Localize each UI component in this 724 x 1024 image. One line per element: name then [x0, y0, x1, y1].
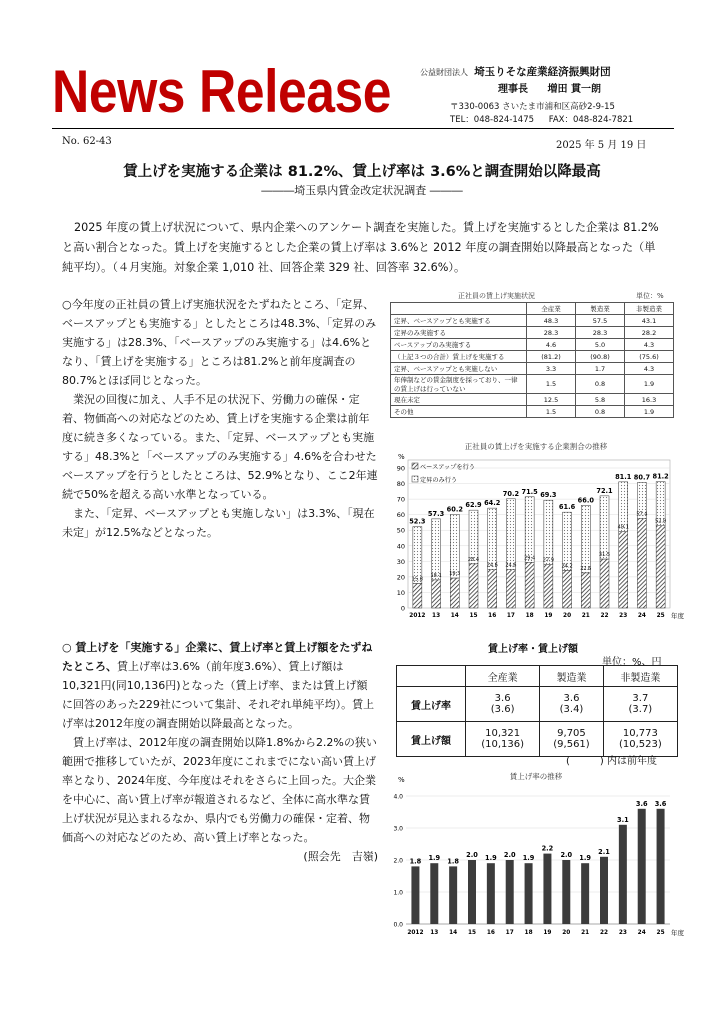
wage-rate-chart	[386, 770, 686, 944]
chart2-bar	[657, 809, 665, 924]
table2-value-cell	[540, 687, 603, 722]
chart1-bar-teishou	[581, 505, 590, 573]
chart1-bar-teishou	[563, 512, 572, 570]
chair-title: 理事長	[498, 84, 528, 95]
chart1-ytick-label: 80	[396, 480, 405, 489]
table2-value-cell	[466, 722, 540, 757]
chart1-legend-swatch-teishou	[412, 476, 418, 482]
table1-value-cell: (90.8)	[576, 351, 625, 363]
chart1-total-label: 81.2	[652, 472, 669, 481]
table1-value-cell: 48.3	[527, 315, 576, 327]
chart1-bar-baseup	[413, 583, 422, 608]
chart1-xtick-label: 23	[619, 613, 628, 619]
chart1-total-label: 66.0	[577, 496, 594, 505]
chart1-bar-baseup	[432, 580, 441, 608]
table1-label-cell: その他	[391, 406, 527, 418]
table1-label-cell: 現在未定	[391, 394, 527, 406]
table1-value-cell: 57.5	[576, 315, 625, 327]
chart2-value-label: 1.9	[522, 854, 535, 863]
chart1-baseup-label: 24.6	[486, 562, 498, 569]
chart2-bar	[430, 863, 438, 924]
chart2-xtick-label: 17	[505, 930, 514, 936]
chart1-bar-baseup	[581, 573, 590, 608]
chart2-ytick-label: 0.0	[393, 921, 403, 929]
release-date: 2025 年 5 月 19 日	[556, 140, 647, 151]
chart2-value-label: 1.9	[428, 854, 441, 863]
chart1-baseup-label: 24.2	[561, 563, 573, 570]
table1-label-cell: 定昇、ベースアップとも実施する	[391, 315, 527, 327]
chart1-xlabel: 年度	[671, 612, 684, 620]
chart2-value-label: 2.0	[503, 851, 516, 859]
chart1-total-label: 62.9	[465, 501, 482, 510]
chart2-xtick-label: 24	[637, 930, 646, 936]
chart1-xtick-label: 20	[563, 613, 572, 619]
table1-value-cell: 16.3	[625, 394, 674, 406]
chart2-value-label: 1.8	[409, 857, 422, 866]
chart1-bar-baseup	[656, 526, 665, 608]
table1-value-cell: (75.6)	[625, 351, 674, 363]
chart1-bar-teishou	[469, 510, 478, 564]
chart1-legend-teishou: 定昇のみ行う	[420, 477, 458, 484]
table2-current-value: 9,705	[557, 728, 586, 739]
chart1-ytick-label: 50	[396, 526, 405, 535]
table1-value-cell: 0.8	[576, 406, 625, 418]
chart2-value-label: 1.8	[447, 857, 459, 866]
chart1-total-label: 52.3	[409, 517, 426, 526]
table1-value-cell: 1.9	[625, 406, 674, 418]
table1-label-cell: 年俸制などの賃金制度を採っており、一律の賃上げは行っていない	[391, 375, 527, 394]
chart2-xtick-label: 19	[543, 930, 552, 936]
table1-value-cell: 43.1	[625, 315, 674, 327]
table1-value-cell: 28.2	[625, 327, 674, 339]
section1	[62, 295, 378, 542]
chart2-value-label: 3.6	[635, 799, 648, 808]
chart1-baseup-label: 57.4	[636, 511, 648, 518]
table2-value-cell	[466, 687, 540, 722]
table1-value-cell: 4.6	[527, 339, 576, 351]
table2-unit: 単位：%、円	[602, 657, 662, 668]
contact-person: (照会先 吉嶺)	[303, 850, 378, 863]
chart1-baseup-label: 27.9	[542, 557, 554, 564]
chart1-bar-baseup	[600, 559, 609, 608]
contact-line	[450, 113, 633, 127]
table1-header-cell: 非製造業	[625, 303, 674, 315]
table1-label-cell: 定昇のみ実施する	[391, 327, 527, 339]
chart2-xtick-label: 25	[656, 930, 665, 936]
chart1-ytick-label: 30	[396, 557, 405, 566]
intro-paragraph: 2025 年度の賃上げ状況について、県内企業へのアンケート調査を実施した。賃上げを実施するとした企業は 81.2%と高い割合となった。賃上げを実施するとした企業の賃上げ率は 3.6%と 2012 年度の調査開始以降最高となった（単純平均）。（４月実施。対象企業 1,010 社、回答企業 329 社、回答率 32.6%）。	[62, 221, 659, 274]
table2-title: 賃上げ率・賃上げ額	[488, 644, 578, 655]
chart2-xtick-label: 16	[486, 930, 495, 936]
chart1-baseup-label: 31.5	[598, 552, 611, 558]
chart2-bar	[581, 863, 589, 924]
table1-label-cell: （上記３つの合計）賃上げを実施する	[391, 351, 527, 363]
chart1-xtick-label: 18	[525, 613, 534, 619]
wage-increase-ratio-chart	[386, 436, 686, 628]
fax: FAX：048-824-7821	[548, 115, 634, 125]
org-block	[420, 65, 611, 80]
chart1-legend-baseup: ベースアップを行う	[420, 464, 475, 471]
wage-increase-status-table	[390, 302, 674, 418]
chart1-total-label: 80.7	[633, 473, 651, 482]
chart1-bar-baseup	[619, 532, 628, 608]
chart1-bar-baseup	[450, 578, 459, 608]
chart1-ytick-label: 60	[396, 511, 405, 520]
chart2-bar	[543, 854, 551, 924]
news-release-title: News Release	[52, 58, 392, 125]
table2-header-cell: 全産業	[466, 666, 540, 687]
tel: TEL：048-824-1475	[450, 115, 535, 125]
address: 〒330-0063 さいたま市浦和区高砂2-9-15	[450, 102, 615, 112]
chart1-xtick-label: 16	[488, 613, 497, 619]
table2-header-cell: 非製造業	[603, 666, 677, 687]
table1-row	[391, 394, 674, 406]
chart1-xtick-label: 22	[600, 613, 609, 619]
chart1-bar-teishou	[450, 514, 459, 578]
table2-previous-value: (9,561)	[553, 739, 590, 750]
section1-p2: 業況の回復に加え、人手不足の状況下、労働力の確保・定着、物価高への対応などのため、賃上げを実施する企業は前年度に続き多くなっている。また、「定昇、ベースアップとも実施する」48.3%と「ベースアップのみ実施する」4.6%を合わせたベースアップを行うとしたところは、52.9%となり、ここ2年連続で50%を超える高い水準となっている。	[62, 393, 378, 501]
chart2-ytick-label: 1.0	[393, 889, 403, 897]
table2-row	[397, 687, 678, 722]
table2-current-value: 3.7	[632, 693, 649, 704]
chart1-total-label: 61.6	[558, 503, 576, 512]
chart1-xtick-label: 17	[506, 613, 515, 619]
header-rule	[52, 128, 674, 129]
chart2-bar	[600, 857, 608, 924]
chart1-baseup-label: 15.8	[411, 576, 423, 583]
chart1-legend-swatch-baseup	[412, 463, 418, 469]
chart2-xtick-label: 14	[449, 930, 458, 936]
table2-label-cell: 賃上げ率	[397, 687, 466, 722]
table1-value-cell: 28.3	[576, 327, 625, 339]
table1-value-cell: 28.3	[527, 327, 576, 339]
chart2-bar	[468, 860, 476, 924]
chart1-bar-teishou	[488, 508, 497, 570]
table1-row	[391, 375, 674, 394]
chart1-ylabel: %	[398, 453, 405, 461]
table1-value-cell: 4.3	[625, 363, 674, 375]
table1-row	[391, 339, 674, 351]
chart2-value-label: 2.0	[560, 851, 573, 859]
chart1-baseup-label: 22.6	[580, 565, 592, 572]
chart2-title: 賃上げ率の推移	[509, 772, 563, 781]
chart1-baseup-label: 19.3	[449, 570, 461, 577]
chart1-xtick-label: 15	[469, 613, 478, 619]
chart2-ytick-label: 3.0	[393, 825, 403, 833]
chart1-baseup-label: 29.4	[524, 555, 536, 562]
chart2-xtick-label: 18	[524, 930, 533, 936]
chart1-baseup-label: 24.6	[505, 562, 517, 569]
chart2-bar	[506, 860, 514, 924]
chart1-bar-baseup	[506, 570, 515, 608]
table1-header-cell: 全産業	[527, 303, 576, 315]
chart1-xtick-label: 19	[544, 613, 553, 619]
chart1-bar-baseup	[469, 564, 478, 608]
chart2-xtick-label: 22	[599, 930, 609, 936]
chart1-baseup-label: 52.9	[655, 518, 667, 525]
chart1-bar-teishou	[525, 497, 534, 562]
table1-value-cell: (81.2)	[527, 351, 576, 363]
section2-lead: ○ 賃上げを「実施する」企業に、賃上げ率と賃上げ額をたずねたところ、	[62, 641, 373, 673]
chart1-total-label: 64.2	[484, 499, 501, 508]
chair-line	[498, 83, 601, 97]
table1-header-cell	[391, 303, 527, 315]
chart1-total-label: 72.1	[596, 486, 613, 495]
chart1-baseup-label: 49.1	[617, 524, 629, 531]
table1-value-cell: 5.0	[576, 339, 625, 351]
chart1-ytick-label: 40	[396, 542, 405, 551]
table1-row	[391, 363, 674, 375]
table1-unit: 単位：%	[636, 292, 664, 300]
table2-current-value: 10,321	[485, 728, 521, 739]
chart2-bar	[562, 860, 570, 924]
org-prefix: 公益財団法人	[420, 68, 468, 77]
chart1-ytick-label: 70	[396, 495, 405, 504]
chart1-total-label: 71.5	[521, 487, 538, 496]
chart1-xtick-label: 13	[432, 613, 441, 619]
chart2-ytick-label: 2.0	[393, 857, 403, 865]
chart1-xtick-label: 24	[637, 613, 646, 619]
chart2-value-label: 3.6	[654, 799, 667, 808]
chart2-ylabel: %	[398, 776, 405, 784]
chart1-xtick-label: 25	[656, 613, 665, 619]
table1-value-cell: 1.5	[527, 406, 576, 418]
chart2-bar	[619, 825, 627, 924]
table1-row	[391, 351, 674, 363]
table2-previous-value: (3.6)	[490, 704, 515, 715]
table1-row	[391, 406, 674, 418]
chart2-bar	[487, 863, 495, 924]
table1-value-cell: 3.3	[527, 363, 576, 375]
chart2-value-label: 1.9	[485, 854, 497, 863]
chart2-value-label: 2.0	[466, 851, 478, 859]
chart1-title: 正社員の賃上げを実施する企業割合の推移	[464, 442, 608, 451]
table2-note: ( ) 内は前年度	[566, 756, 657, 767]
chart1-total-label: 60.2	[446, 505, 463, 514]
chart1-bar-baseup	[637, 519, 646, 608]
section2	[62, 638, 378, 866]
chart1-ytick-label: 0	[400, 604, 405, 613]
chart2-ytick-label: 4.0	[393, 793, 403, 801]
chart1-xtick-label: 21	[581, 613, 590, 619]
table1-row	[391, 315, 674, 327]
table1-row	[391, 327, 674, 339]
chart2-value-label: 3.1	[617, 815, 629, 824]
chart2-value-label: 2.2	[541, 844, 554, 853]
chart1-bar-baseup	[488, 570, 497, 608]
chart1-bar-teishou	[544, 500, 553, 564]
section2-p2: 賃上げ率は、2012年度の調査開始以降1.8%から2.2%の狭い範囲で推移していたが、2023年度にこれまでにない高い賃上げ率となり、2024年度、今年度はそれをさらに上回った。大企業を中心に、高い賃上げ率が報道されるなど、全体に高水準な賃上げ状況が見込まれるなか、県内でも労働力の確保・定着、物価高への対応などのため、高い賃上げ率となった。	[62, 736, 377, 844]
table1-value-cell: 1.9	[625, 375, 674, 394]
chart1-total-label: 69.3	[540, 491, 557, 500]
table2-label-cell: 賃上げ額	[397, 722, 466, 757]
chart1-total-label: 81.1	[615, 472, 632, 481]
table1-header-cell: 製造業	[576, 303, 625, 315]
table2-previous-value: (3.4)	[559, 704, 584, 715]
chart2-xtick-label: 23	[618, 930, 627, 936]
chart2-bar	[638, 809, 646, 924]
table2-header-cell: 製造業	[540, 666, 603, 687]
table2-previous-value: (3.7)	[628, 704, 653, 715]
chart1-ytick-label: 10	[396, 588, 405, 597]
chart1-total-label: 57.3	[427, 509, 445, 518]
org-name: 埼玉りそな産業経済振興財団	[474, 66, 611, 78]
table2-previous-value: (10,136)	[481, 739, 525, 750]
table1-value-cell: 1.5	[527, 375, 576, 394]
table2-previous-value: (10,523)	[618, 739, 662, 750]
chart2-xtick-label: 15	[467, 930, 477, 936]
chart2-xtick-label: 13	[430, 930, 439, 936]
table1-value-cell: 5.8	[576, 394, 625, 406]
chart1-baseup-label: 28.4	[467, 556, 480, 563]
chart2-xlabel: 年度	[671, 929, 684, 937]
chart1-baseup-label: 18.1	[430, 572, 442, 579]
release-number: No. 62-43	[62, 136, 112, 147]
table1-value-cell: 0.8	[576, 375, 625, 394]
chart1-ytick-label: 90	[396, 464, 405, 473]
chart2-value-label: 1.9	[579, 854, 591, 863]
wage-rate-amount-table	[396, 665, 678, 757]
chair-name: 増田 貫一朗	[547, 84, 601, 95]
table2-current-value: 3.6	[563, 693, 580, 704]
section1-p1: ○今年度の正社員の賃上げ実施状況をたずねたところ、「定昇、ベースアップとも実施する」としたところは48.3%、「定昇のみ実施する」は28.3%、「ベースアップのみ実施する」は4.6%となり、「賃上げを実施する」ところは81.2%と前年度調査の80.7%とほぼ同じとなった。	[62, 298, 377, 387]
chart2-xtick-label: 2012	[407, 930, 424, 936]
chart1-bar-teishou	[506, 499, 515, 570]
subheadline: ―――埼玉県内賃金改定状況調査 ―――	[261, 184, 463, 197]
table2-current-value: 3.6	[494, 693, 511, 704]
chart1-total-label: 70.2	[502, 489, 520, 498]
chart1-bar-baseup	[563, 570, 572, 608]
chart1-xtick-label: 2012	[409, 613, 426, 619]
chart1-bar-teishou	[600, 496, 609, 559]
chart1-ytick-label: 20	[396, 573, 405, 582]
table1-value-cell: 4.3	[625, 339, 674, 351]
table1-label-cell: 定昇、ベースアップとも実施しない	[391, 363, 527, 375]
chart1-bar-teishou	[432, 519, 441, 580]
chart1-xtick-label: 14	[450, 613, 459, 619]
section1-p3: また、「定昇、ベースアップとも実施しない」は3.3%、「現在未定」が12.5%などとなった。	[62, 507, 375, 539]
chart1-bar-baseup	[544, 565, 553, 608]
section2-p1: 賃上げ率は3.6%（前年度3.6%）、賃上げ額は10,321円(同10,136円)となった（賃上げ率、または賃上げ額に回答のあった229社について集計、それぞれ単純平均）。賃上げ率は2012年度の調査開始以降最高となった。	[62, 660, 375, 730]
chart2-bar	[411, 866, 419, 924]
chart1-bar-baseup	[525, 562, 534, 608]
table2-header-cell	[397, 666, 466, 687]
table1-label-cell: ベースアップのみ実施する	[391, 339, 527, 351]
chart2-value-label: 2.1	[598, 847, 610, 856]
chart2-bar	[525, 863, 533, 924]
headline: 賃上げを実施する企業は 81.2%、賃上げ率は 3.6%と調査開始以降最高	[123, 164, 601, 180]
chart1-bar-teishou	[413, 527, 422, 584]
table2-current-value: 10,773	[622, 728, 658, 739]
table1-header-row	[391, 303, 674, 315]
table1-value-cell: 1.7	[576, 363, 625, 375]
chart2-xtick-label: 20	[562, 930, 571, 936]
table1-title: 正社員の賃上げ実施状況	[458, 292, 535, 300]
table2-value-cell	[603, 687, 677, 722]
chart2-xtick-label: 21	[581, 930, 590, 936]
table1-value-cell: 12.5	[527, 394, 576, 406]
chart2-bar	[449, 866, 457, 924]
table2-header-row	[397, 666, 678, 687]
